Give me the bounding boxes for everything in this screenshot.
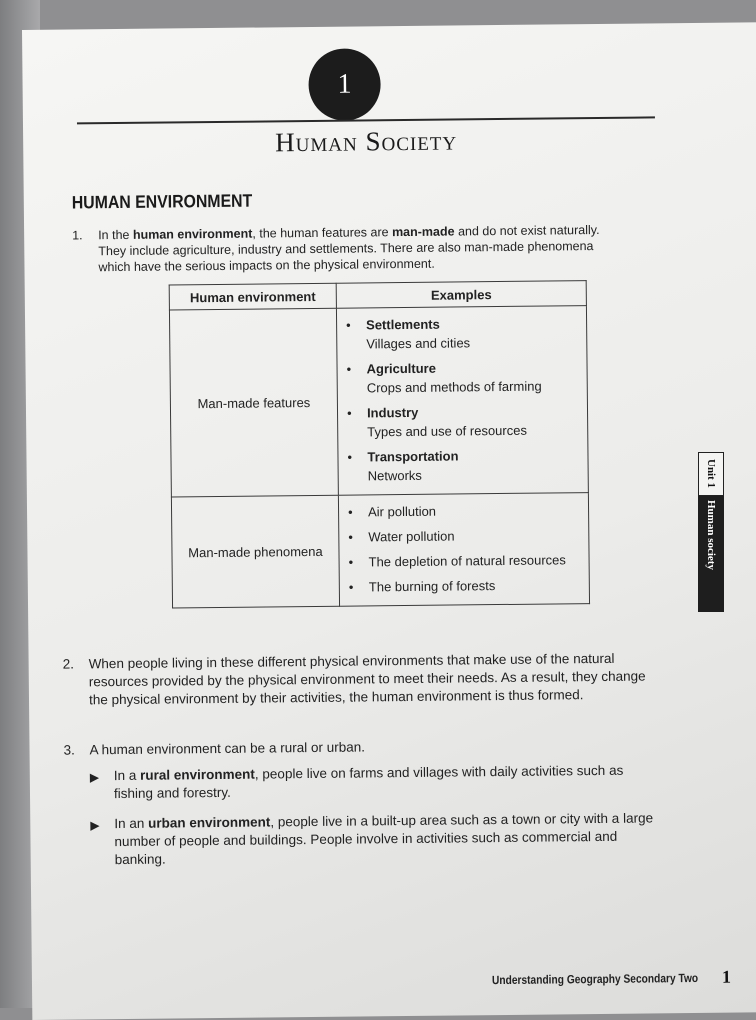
bold-term: urban environment xyxy=(148,814,271,831)
arrow-bullet-icon: ▶ xyxy=(90,818,100,833)
page-number: 1 xyxy=(721,966,732,987)
item-title: • Agriculture xyxy=(366,360,436,377)
list-item xyxy=(339,401,586,442)
list-item xyxy=(339,445,586,486)
item-title: • Settlements xyxy=(366,316,440,333)
list-item xyxy=(340,500,587,522)
item-desc: The burning of forests xyxy=(368,578,496,595)
subpoint-urban xyxy=(90,809,657,869)
list-item xyxy=(338,357,585,398)
chapter-divider xyxy=(77,116,655,124)
list-item xyxy=(340,550,587,572)
table-row xyxy=(169,306,588,497)
point-number: 1. xyxy=(72,228,83,243)
human-environment-table xyxy=(169,280,590,608)
text-run: In an xyxy=(114,815,149,832)
section-heading: HUMAN ENVIRONMENT xyxy=(71,190,253,213)
subpoint-text xyxy=(114,761,650,803)
point-2 xyxy=(63,649,652,709)
bold-term: man-made xyxy=(391,224,455,240)
point-number: 3. xyxy=(63,742,75,758)
unit-label-box xyxy=(698,452,724,496)
examples-cell xyxy=(336,306,588,496)
textbook-page xyxy=(22,22,756,1020)
item-title: • Transportation xyxy=(367,448,459,465)
point-1-text xyxy=(98,222,612,275)
item-desc: Air pollution xyxy=(367,503,437,520)
category-cell: Man-made features xyxy=(169,308,338,497)
item-desc: Water pollution xyxy=(368,528,455,545)
point-3 xyxy=(63,735,651,759)
unit-name: Human society xyxy=(705,500,717,570)
bold-term: human environment xyxy=(132,226,253,242)
list-item xyxy=(338,313,585,354)
text-run: In the xyxy=(98,227,133,243)
column-header: Examples xyxy=(336,281,586,309)
column-header: Human environment xyxy=(169,283,336,310)
list-item xyxy=(341,575,588,597)
item-desc: Types and use of resources xyxy=(367,422,528,440)
item-desc: Networks xyxy=(367,467,422,484)
arrow-bullet-icon: ▶ xyxy=(89,770,100,785)
point-number: 2. xyxy=(62,656,74,672)
subpoint-text xyxy=(114,809,657,869)
point-2-text: When people living in these different physical environments that make use of the natural resources provided by the physical environment to meet their needs. As a result, they change the physical environment by their activities, the human environment is thus formed. xyxy=(88,650,646,708)
text-run: , the human features are xyxy=(252,225,393,241)
book-title-footer: Understanding Geography Secondary Two xyxy=(491,970,699,988)
chapter-number: 1 xyxy=(337,68,352,100)
bold-term: rural environment xyxy=(140,766,255,783)
item-desc: Crops and methods of farming xyxy=(366,378,542,396)
item-title: • Industry xyxy=(366,404,419,421)
category-cell: Man-made phenomena xyxy=(171,495,339,608)
table-row xyxy=(171,493,589,608)
unit-label: Unit 1 xyxy=(705,459,717,489)
text-run: and do not exist naturally. They include agriculture, industry and settlements. There are also man-made phenomena which have the serious impacts on the physical environment. xyxy=(98,222,600,275)
text-run: , people live in a built-up area such as a town or city with a large number of people and buildings. People involve in activities such as commercial and banking. xyxy=(114,810,654,868)
chapter-title: Human Society xyxy=(275,125,458,158)
subpoint-rural xyxy=(90,761,650,803)
point-3-text: A human environment can be a rural or urban. xyxy=(89,739,366,758)
list-item xyxy=(340,525,587,547)
point-1 xyxy=(72,222,612,276)
text-run: In a xyxy=(113,767,141,784)
item-desc: Villages and cities xyxy=(366,335,471,352)
unit-name-box xyxy=(698,500,724,610)
chapter-number-badge xyxy=(308,48,381,121)
examples-cell xyxy=(338,493,589,607)
text-run: , people live on farms and villages with daily activities such as fishing and forestry. xyxy=(113,762,624,802)
item-desc: The depletion of natural resources xyxy=(368,552,566,570)
unit-side-tab xyxy=(698,452,724,612)
